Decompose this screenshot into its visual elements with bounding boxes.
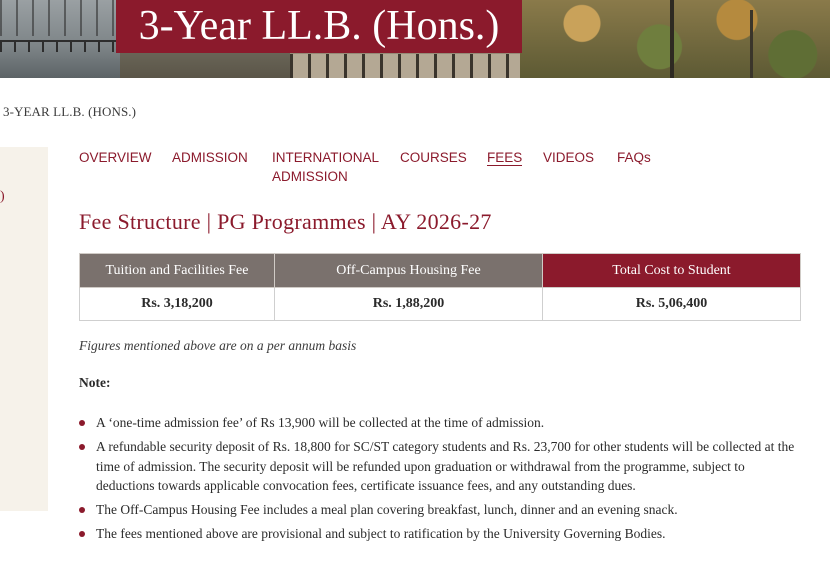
fee-structure-heading: Fee Structure | PG Programmes | AY 2026-27 <box>79 209 492 234</box>
list-item <box>79 524 804 544</box>
breadcrumb[interactable]: 3-YEAR LL.B. (HONS.) <box>3 104 137 119</box>
total-cost-value: Rs. 5,06,400 <box>543 288 801 321</box>
hero-banner <box>0 0 830 78</box>
fee-table <box>79 253 801 321</box>
column-header-total: Total Cost to Student <box>543 254 801 288</box>
page-title: 3-Year LL.B. (Hons.) <box>116 0 522 53</box>
hero-trees-image <box>520 0 830 78</box>
tab-courses[interactable] <box>400 148 467 167</box>
tab-label-line2: ADMISSION <box>272 169 348 184</box>
tab-faqs[interactable] <box>617 148 651 167</box>
tuition-fee-value: Rs. 3,18,200 <box>80 288 275 321</box>
tab-label: COURSES <box>400 150 467 165</box>
bullet-icon <box>79 531 85 537</box>
list-item <box>79 500 804 520</box>
bullet-icon <box>79 444 85 450</box>
tab-fees[interactable] <box>487 148 522 167</box>
tab-admission[interactable] <box>172 148 248 167</box>
list-item <box>79 413 804 433</box>
tab-label: FEES <box>487 150 523 165</box>
housing-fee-value: Rs. 1,88,200 <box>275 288 543 321</box>
note-text: A refundable security deposit of Rs. 18,800 for SC/ST category students and Rs. 23,700 for other students will be collected at the time of admission. The security deposit will be refunded upon graduation or withdrawal from the programme, subject to deductions towards applicable convocation fees, certificate issuance fees, and any outstanding dues. <box>96 438 795 494</box>
tab-overview[interactable] <box>79 148 152 167</box>
note-heading: Note: <box>79 375 111 390</box>
tab-label: OVERVIEW <box>79 150 152 165</box>
tab-international-admission[interactable] <box>272 148 379 186</box>
sidebar-fragment-text: ) <box>0 189 5 204</box>
bullet-icon <box>79 420 85 426</box>
per-annum-note: Figures mentioned above are on a per annum basis <box>79 338 357 353</box>
sidebar-panel <box>0 147 48 511</box>
notes-list <box>79 413 804 548</box>
note-text: The Off-Campus Housing Fee includes a meal plan covering breakfast, lunch, dinner and an evening snack. <box>96 502 678 518</box>
note-text: The fees mentioned above are provisional and subject to ratification by the University Governing Bodies. <box>96 525 666 541</box>
note-text: A ‘one-time admission fee’ of Rs 13,900 will be collected at the time of admission. <box>96 415 545 430</box>
column-header-housing: Off-Campus Housing Fee <box>275 254 543 288</box>
tab-videos[interactable] <box>543 148 594 167</box>
tab-label: FAQs <box>617 150 651 165</box>
tab-label: ADMISSION <box>172 150 248 165</box>
hero-building-image <box>0 0 120 78</box>
tab-label-line1: INTERNATIONAL <box>272 150 380 165</box>
table-row <box>80 288 801 321</box>
list-item <box>79 437 804 496</box>
tab-label: VIDEOS <box>543 150 595 165</box>
table-header-row <box>80 254 801 288</box>
column-header-tuition: Tuition and Facilities Fee <box>80 254 275 288</box>
bullet-icon <box>79 507 85 513</box>
